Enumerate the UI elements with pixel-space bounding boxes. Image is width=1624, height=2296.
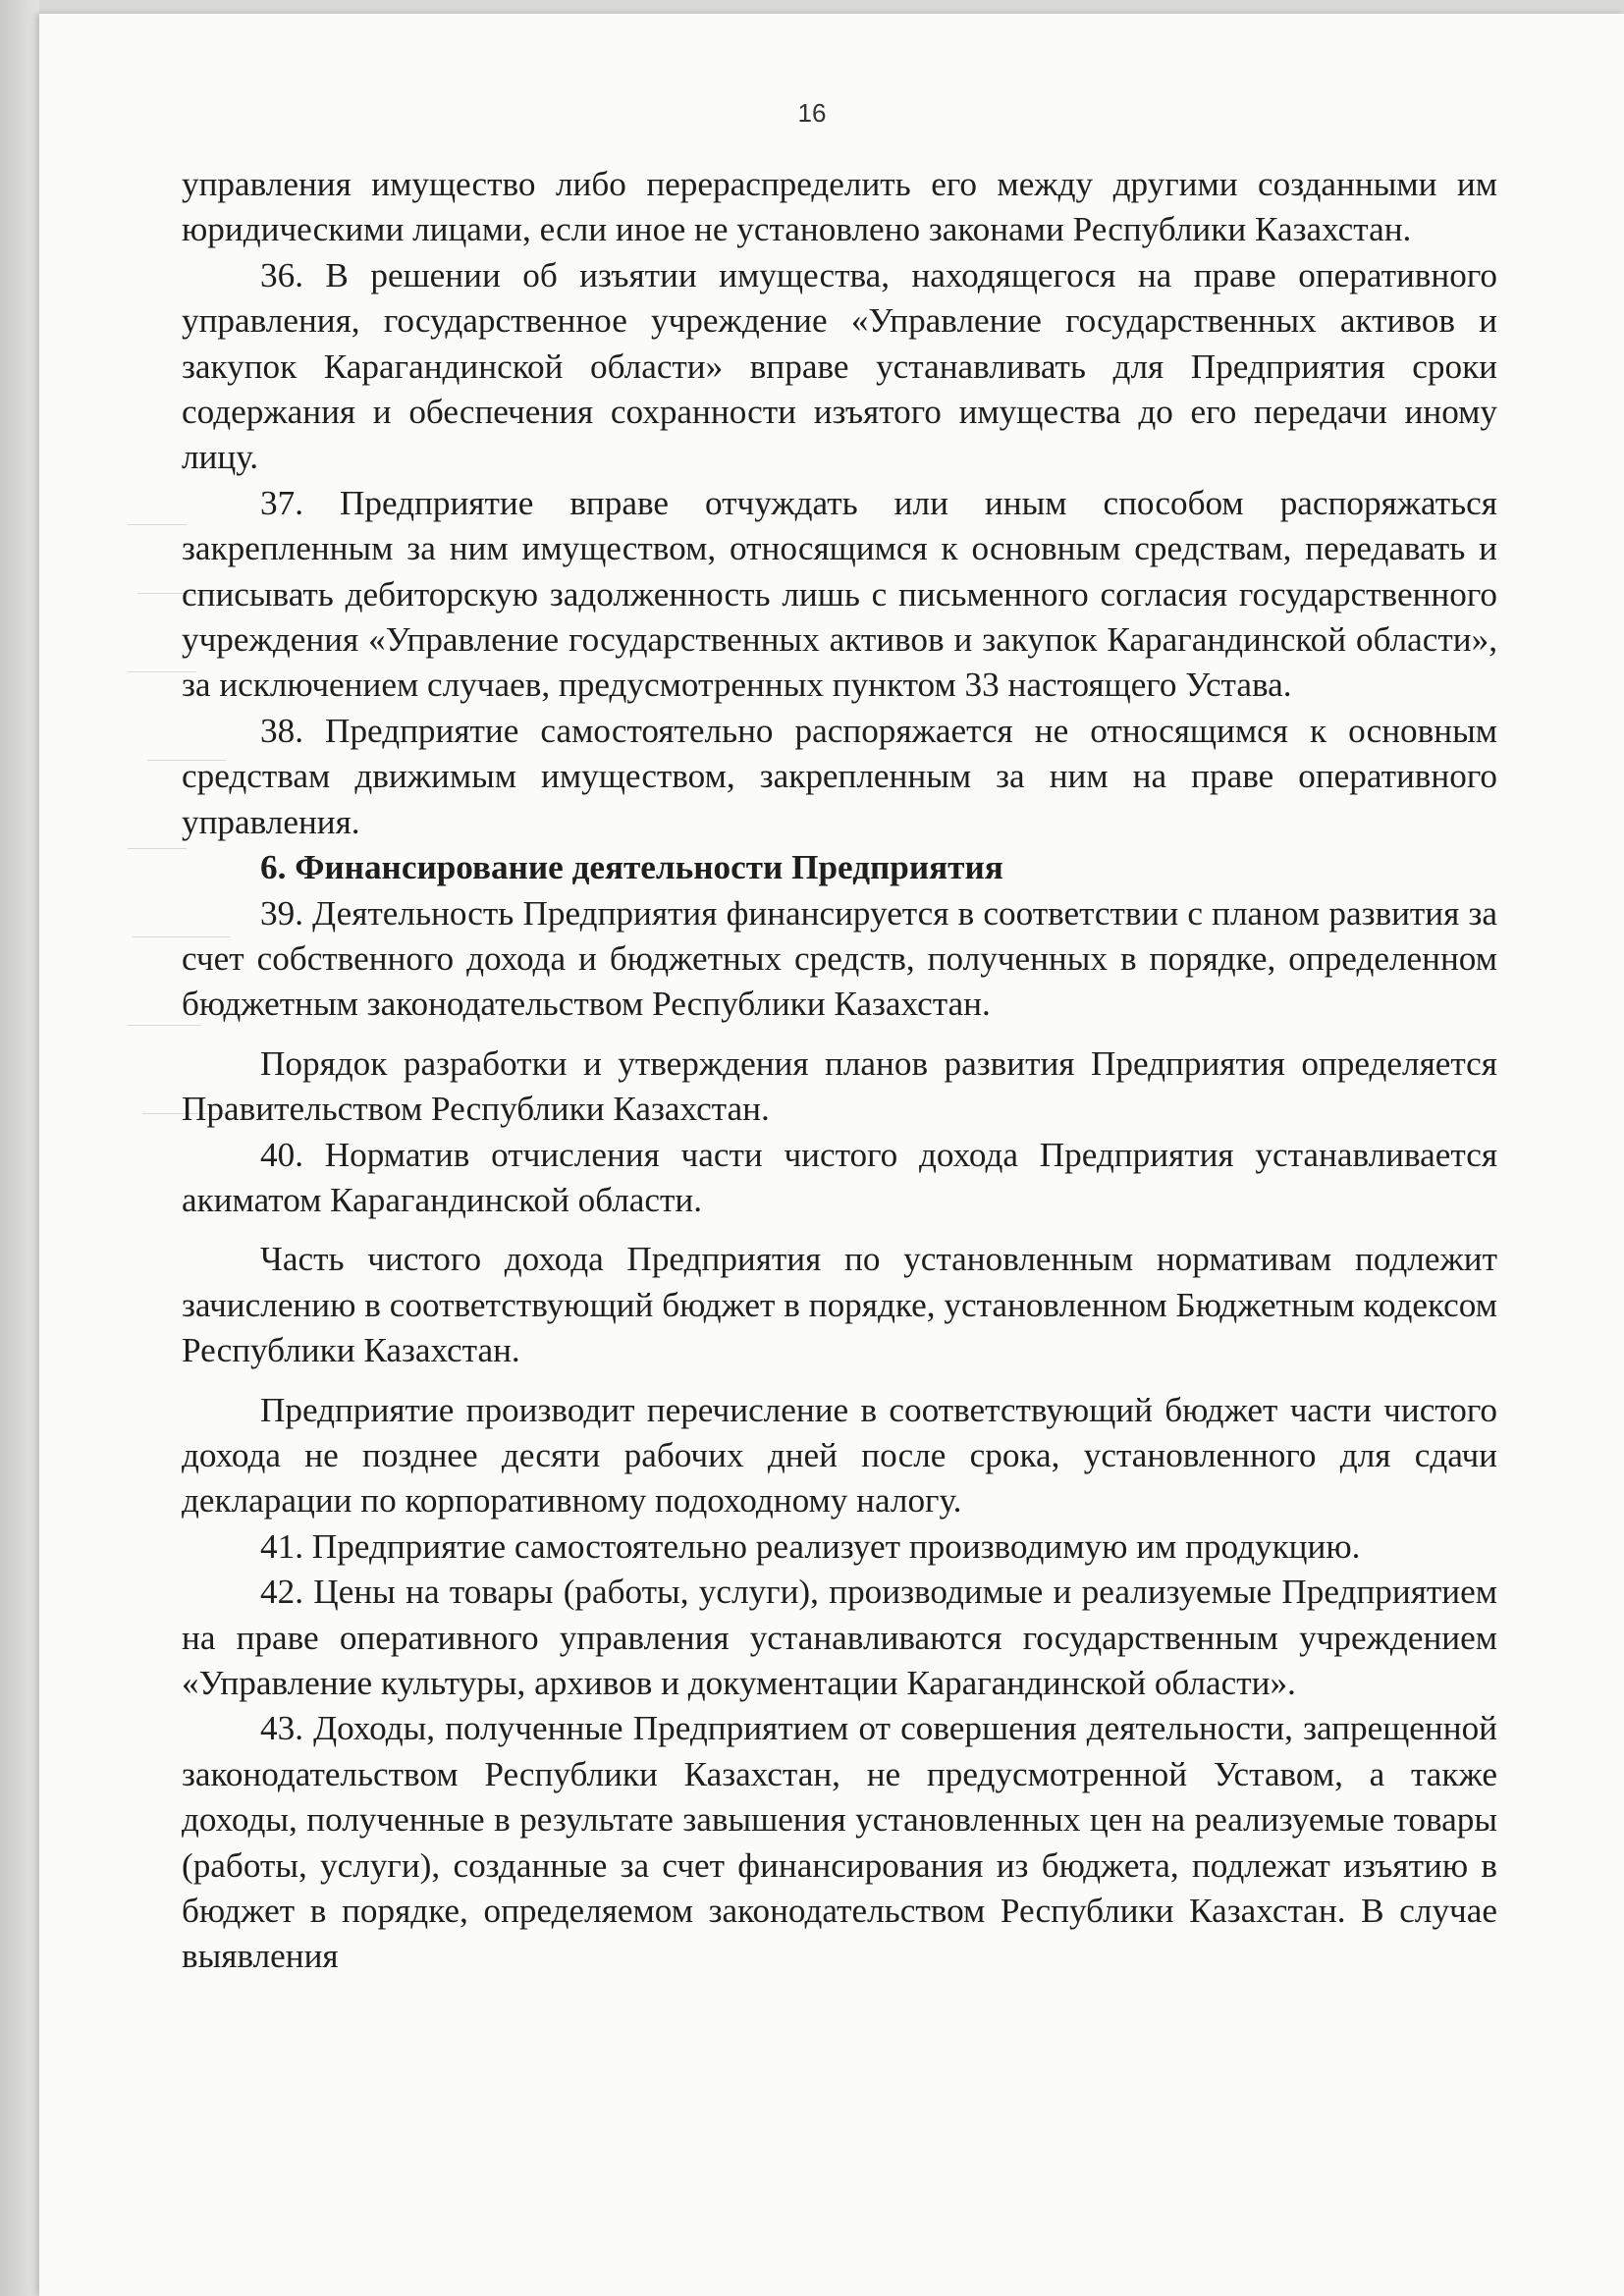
paragraph-39: 39. Деятельность Предприятия финансируется в соответствии с планом развития за счет собственного дохода и бюджетных средств, полученных в порядке, определенном бюджетным законодательством Республики Казахстан. <box>182 893 1497 1024</box>
paragraph-budget-transfer: Предприятие производит перечисление в соответствующий бюджет части чистого дохода не позднее десяти рабочих дней после срока, установленного для сдачи декларации по корпоративному подоходному налогу. <box>182 1390 1497 1521</box>
paragraph-38: 38. Предприятие самостоятельно распоряжается не относящимся к основным средствам движимым имуществом, закрепленным за ним на праве оперативного управления. <box>182 711 1497 841</box>
paragraph-42: 42. Цены на товары (работы, услуги), производимые и реализуемые Предприятием на праве оперативного управления устанавливаются государственным учреждением «Управление культуры, архивов и документации Карагандинской области». <box>182 1573 1497 1702</box>
paragraph-43: 43. Доходы, полученные Предприятием от совершения деятельности, запрещенной законодательством Республики Казахстан, не предусмотренной Уставом, а также доходы, полученные в результате завышения установленных цен на реализуемые товары (работы, услуги), созданные за счет финансирования из бюджета, подлежат изъятию в бюджет в порядке, определяемом законодательством Республики Казахстан. В случае выявления <box>182 1709 1497 1976</box>
section-heading: 6. Финансирование деятельности Предприятия <box>260 848 1003 887</box>
paragraph-41: 41. Предприятие самостоятельно реализует производимую им продукцию. <box>260 1526 1361 1566</box>
paragraph-net-income-share: Часть чистого дохода Предприятия по установленным нормативам подлежит зачислению в соответствующий бюджет в порядке, установленном Бюджетным кодексом Республики Казахстан. <box>182 1240 1497 1370</box>
paragraph-40: 40. Норматив отчисления части чистого дохода Предприятия устанавливается акиматом Карагандинской области. <box>182 1135 1497 1219</box>
paragraph-development-plans: Порядок разработки и утверждения планов развития Предприятия определяется Правительством Республики Казахстан. <box>182 1043 1497 1129</box>
paragraph-continuation: управления имущество либо перераспределить его между другими созданными им юридическими лицами, если иное не установлено законами Республики Казахстан. <box>182 165 1497 249</box>
paragraph-36: 36. В решении об изъятии имущества, находящегося на праве оперативного управления, государственное учреждение «Управление государственных активов и закупок Карагандинской области» вправе устанавливать для Предприятия сроки содержания и обеспечения сохранности изъятого имущества до его передачи иному лицу. <box>182 255 1497 477</box>
scan-left-edge <box>0 0 39 2296</box>
paragraph-37: 37. Предприятие вправе отчуждать или иным способом распоряжаться закрепленным за ним имуществом, относящимся к основным средствам, передавать и списывать дебиторскую задолженность лишь с письменного согласия государственного учреждения «Управление государственных активов и закупок Карагандинской области», за исключением случаев, предусмотренных пунктом 33 настоящего Устава. <box>182 483 1497 705</box>
document-body <box>182 162 1497 1980</box>
page-number: 16 <box>797 98 827 128</box>
